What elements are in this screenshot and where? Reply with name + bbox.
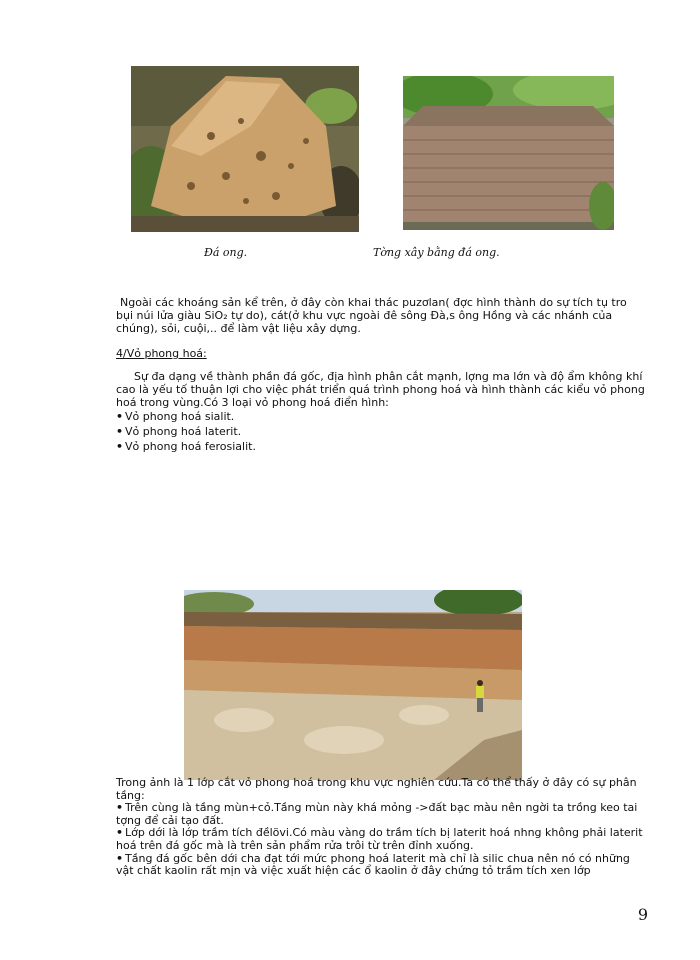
paragraph-weathering xyxy=(116,370,646,409)
section-heading: 4/Vỏ phong hoá: xyxy=(116,347,207,360)
profile-description xyxy=(116,777,646,878)
list-item: • Trên cùng là tầng mùn+cỏ.Tầng mùn này khá mỏng ->đất bạc màu nên ngời ta trồng keo tai tợng để cải tạo đất. xyxy=(116,802,646,827)
weathering-profile-photo xyxy=(184,590,522,780)
paragraph-pozzolan xyxy=(116,296,646,335)
list-item: • Lớp dới là lớp trầm tích đềlövi.Có màu vàng do trầm tích bị laterit hoá nhng không phải laterit hoá trên đá gốc mà là trên sản phẩm rửa trôi từ trên đỉnh xuống. xyxy=(116,827,646,852)
weathering-types-list xyxy=(116,409,256,454)
list-item: • Vỏ phong hoá sialit. xyxy=(116,409,256,424)
laterite-rock-photo xyxy=(131,66,359,232)
list-item: • Vỏ phong hoá laterit. xyxy=(116,424,256,439)
paragraph-pozzolan-text: Ngoài các khoáng sản kể trên, ở đây còn khai thác puzơlan( đợc hình thành do sự tích tụ tro bụi núi lửa giàu SiO₂ tự do), cát(ở khu vực ngoài đê sông Đà,s ông Hồng và các nhánh của chúng), sỏi, cuội,.. để làm vật liệu xây dựng. xyxy=(116,296,627,335)
list-item: • Tầng đá gốc bên dới cha đạt tới mức phong hoá laterit mà chỉ là silic chua nên nó có những vật chất kaolin rất mịn và việc xuất hiện các ổ kaolin ở đây chứng tỏ trầm tích xen lớp xyxy=(116,853,646,878)
profile-intro: Trong ảnh là 1 lớp cắt vỏ phong hoá trong khu vực nghiên cứu.Ta có thể thấy ở đây có sự phân tầng: xyxy=(116,776,637,802)
list-item: • Vỏ phong hoá ferosialit. xyxy=(116,439,256,454)
wall-caption: Tờng xây bằng đá ong. xyxy=(373,246,500,259)
rock-caption: Đá ong. xyxy=(204,246,248,259)
page-number: 9 xyxy=(637,905,648,924)
laterite-wall-photo xyxy=(403,76,614,230)
paragraph-weathering-text: Sự đa dạng về thành phần đá gốc, địa hình phân cắt mạnh, lợng ma lớn và độ ẩm không khí cao là yếu tố thuận lợi cho việc phát triển quá trình phong hoá và hình thành các kiểu vỏ phong hoá trong vùng.Có 3 loại vỏ phong hoá điển hình: xyxy=(116,370,645,409)
